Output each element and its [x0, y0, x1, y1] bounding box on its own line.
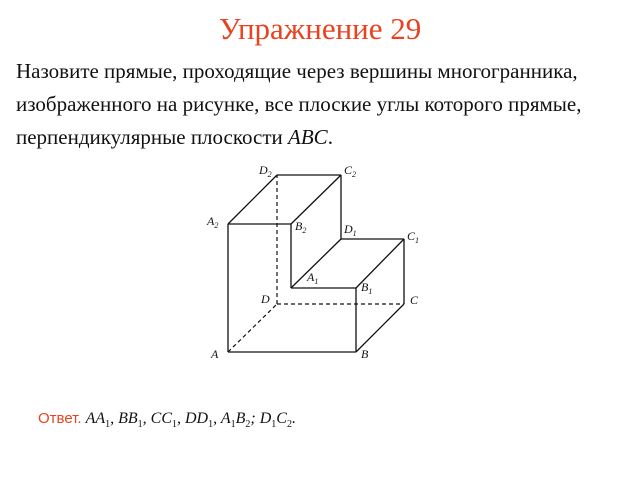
answer-line	[38, 409, 296, 435]
answer-item: B	[235, 410, 246, 427]
label-A: A	[211, 347, 219, 361]
problem-text: Назовите прямые, проходящие через вершины многогранника, изображенного на рисунке, все плоские углы которого прямые, перпендикулярные плоскости	[16, 59, 582, 149]
label-B1: $B_1$	[361, 280, 373, 296]
label-A2: $A_2$	[207, 214, 219, 230]
answer-separator: ,	[213, 410, 221, 427]
answer-item-sub: 2	[245, 419, 251, 431]
page-title: Упражнение 29	[218, 11, 422, 46]
answer-item: D	[259, 410, 272, 427]
answer-item-sub: 1	[172, 419, 177, 431]
answer-item-sub: 2	[286, 419, 292, 431]
answer-item-sub: 1	[105, 419, 111, 431]
answer-separator: ,	[177, 410, 185, 427]
answer-item: AA	[85, 410, 106, 427]
label-B2: $B_2$	[295, 219, 307, 235]
plane-name: ABC	[288, 125, 328, 149]
edge-A-D	[228, 304, 277, 352]
label-C1: $C_1$	[407, 229, 420, 245]
edge-A2-D2	[228, 175, 277, 224]
answer-label: Ответ.	[38, 410, 82, 427]
answer-item-sub: 1	[137, 419, 143, 431]
label-C2: $C_2$	[344, 163, 357, 179]
edge-B-C	[356, 304, 404, 352]
answer-item-sub: 1	[230, 419, 236, 431]
label-D: D	[261, 292, 270, 306]
label-B: B	[361, 347, 369, 361]
answer-separator: .	[291, 410, 296, 427]
label-C: C	[410, 293, 419, 307]
answer-item: C	[276, 410, 287, 427]
edge-B2-C2	[291, 175, 341, 224]
label-D1: $D_1$	[344, 222, 357, 238]
answer-item-sub: 1	[271, 419, 277, 431]
label-A1: $A_1$	[307, 270, 319, 286]
answer-item: A	[220, 410, 231, 427]
answer-separator: ;	[250, 410, 260, 427]
answer-item: DD	[185, 410, 209, 427]
label-D2: $D_2$	[259, 163, 272, 179]
problem-end: .	[327, 125, 333, 149]
answer-separator: ,	[142, 410, 151, 427]
answer-text	[85, 410, 296, 431]
answer-item: BB	[118, 410, 138, 427]
answer-item-sub: 1	[208, 419, 214, 431]
answer-separator: ,	[110, 410, 119, 427]
answer-item: CC	[150, 410, 172, 427]
